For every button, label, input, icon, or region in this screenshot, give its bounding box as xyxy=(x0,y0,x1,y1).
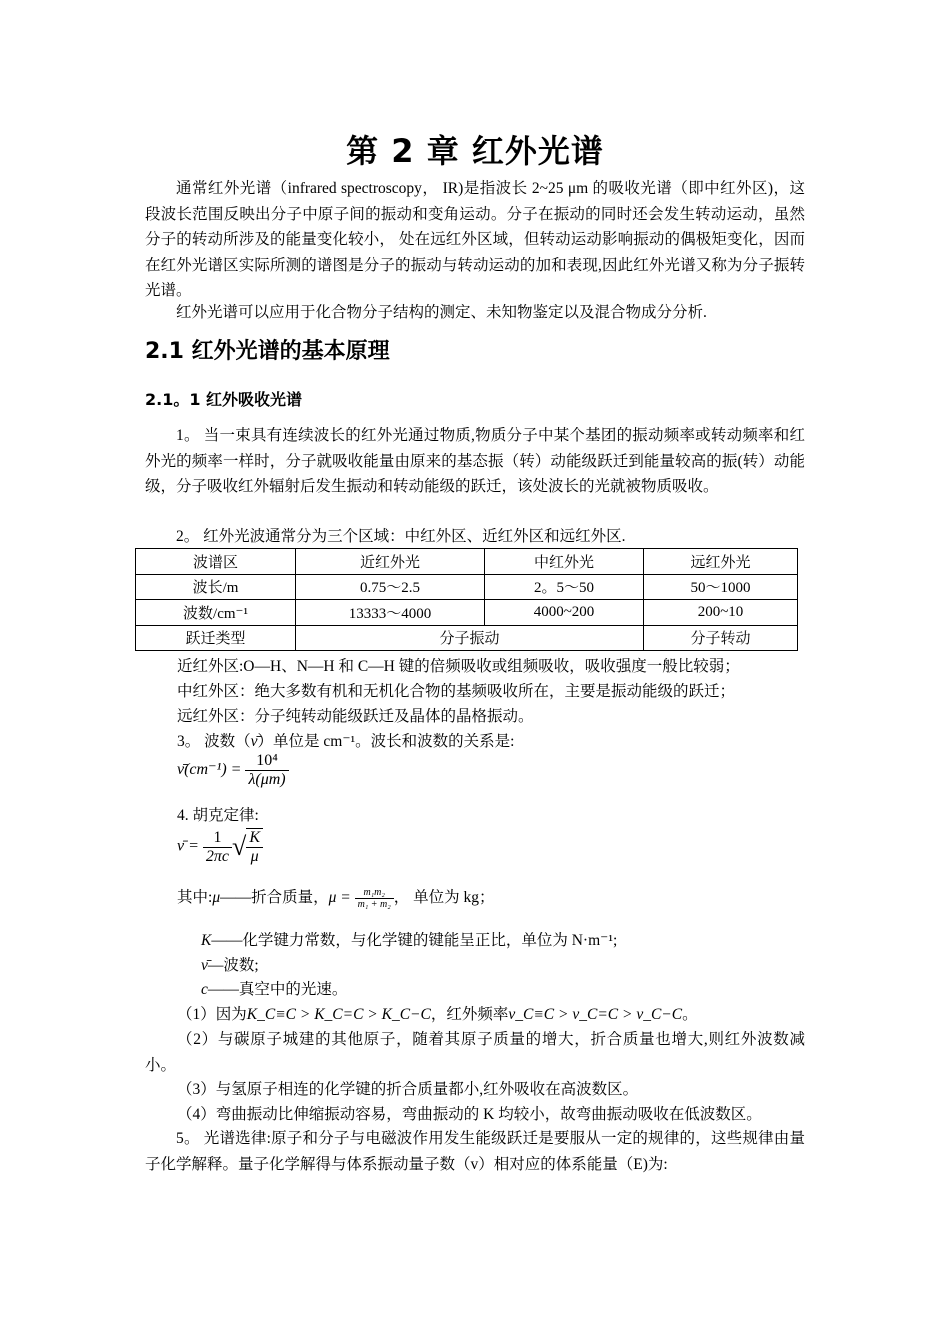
note-1-math: K_C≡C > K_C=C > K_C−C xyxy=(246,1006,431,1023)
region-near: 近红外区:O—H、N—H 和 C—H 键的倍频吸收或组频吸收，吸收强度一般比较弱； xyxy=(177,658,740,675)
table-cell: 近红外光 xyxy=(296,549,485,575)
item-2: 2。 红外光波通常分为三个区域：中红外区、近红外区和远红外区. xyxy=(176,528,626,545)
wavenumber-formula xyxy=(177,752,289,789)
table-cell: 分子振动 xyxy=(296,625,644,651)
note-1-math2: ν_C≡C > ν_C=C > ν_C−C xyxy=(508,1006,683,1023)
subsection-heading: 2.1。1 红外吸收光谱 xyxy=(145,390,303,409)
formula-denominator: λ(μm) xyxy=(248,771,286,788)
mu-text: ——折合质量， xyxy=(220,889,329,906)
sqrt-fraction xyxy=(246,828,263,866)
table-cell: 远红外光 xyxy=(644,549,798,575)
table-cell: 中红外光 xyxy=(485,549,644,575)
table-cell: 13333～4000 xyxy=(296,600,485,626)
hooke-label: 4. 胡克定律: xyxy=(177,807,259,824)
item-3-suffix: ）单位是 cm⁻¹。波长和波数的关系是: xyxy=(257,733,515,750)
intro-paragraph-1: 通常红外光谱（infrared spectroscopy， IR)是指波长 2~25 μm 的吸收光谱（即中红外区)，这段波长范围反映出分子中原子间的振动和变角运动。分子在振动的同时还会发生转动运动，虽然分子的转动所涉及的能量变化较小， 处在远红外区域，但转动运动影响振动的偶极矩变化，因而在红外光谱区实际所测的谱图是分子的振动与转动运动的加和表现,因此红外光谱又称为分子振转光谱。 xyxy=(145,180,805,299)
hooke-lhs: ν̄ = xyxy=(177,837,199,855)
item-3-prefix: 3。 波数（ xyxy=(177,733,251,750)
sqrt-numerator: K xyxy=(246,829,263,848)
intro-paragraph-2: 红外光谱可以应用于化合物分子结构的测定、未知物鉴定以及混合物成分分析. xyxy=(176,304,707,321)
note-1-prefix: （1）因为 xyxy=(177,1006,247,1023)
item-1: 1。 当一束具有连续波长的红外光通过物质,物质分子中某个基团的振动频率或转动频率和红外光的频率一样时，分子就吸收能量由原来的基态振（转）动能级跃迁到能量较高的振(转）动能级，分子吸收红外辐射后发生振动和转动能级的跃迁，该处波长的光就被物质吸收。 xyxy=(145,427,805,495)
c-text: ——真空中的光速。 xyxy=(207,981,348,998)
nu-text: —波数; xyxy=(207,957,259,974)
table-cell: 分子转动 xyxy=(644,625,798,651)
table-cell: 波谱区 xyxy=(136,549,296,575)
formula-numerator: 10⁴ xyxy=(245,752,288,771)
note-2: （2）与碳原子城建的其他原子，随着其原子质量的增大，折合质量也增大,则红外波数减小。 xyxy=(145,1031,805,1074)
table-cell: 波数/cm⁻¹ xyxy=(136,600,296,626)
hooke-fraction xyxy=(203,829,232,866)
table-row xyxy=(136,625,798,651)
k-definition xyxy=(201,928,617,950)
table-cell: 0.75～2.5 xyxy=(296,574,485,600)
nu-definition xyxy=(201,953,259,975)
table-cell: 2。5～50 xyxy=(485,574,644,600)
k-symbol: K xyxy=(201,932,212,949)
mu-eq: μ = xyxy=(328,889,351,906)
item-3 xyxy=(177,729,514,751)
table-row xyxy=(136,549,798,575)
formula-fraction xyxy=(245,752,288,789)
section-heading: 2.1 红外光谱的基本原理 xyxy=(145,339,390,364)
k-text: ——化学键力常数，与化学键的键能呈正比，单位为 N·m⁻¹; xyxy=(211,932,618,949)
mu-numerator: m₁m₂ xyxy=(355,887,394,899)
note-3: （3）与氢原子相连的化学键的折合质量都小,红外吸收在高波数区。 xyxy=(177,1081,639,1098)
table-cell: 波长/m xyxy=(136,574,296,600)
table-cell: 50～1000 xyxy=(644,574,798,600)
mu-prefix: 其中: xyxy=(177,889,213,906)
note-4: （4）弯曲振动比伸缩振动容易，弯曲振动的 K 均较小，故弯曲振动吸收在低波数区。 xyxy=(177,1106,762,1123)
hooke-formula xyxy=(177,828,263,866)
item-5: 5。 光谱选律:原子和分子与电磁波作用发生能级跃迁是要服从一定的规律的，这些规律由量子化学解释。量子化学解得与体系振动量子数（v）相对应的体系能量（E)为: xyxy=(145,1130,805,1173)
mu-definition xyxy=(177,885,495,910)
hooke-denominator: 2πc xyxy=(205,847,230,865)
mu-symbol: μ xyxy=(212,889,221,906)
sqrt-sign: √ xyxy=(232,832,247,861)
region-mid: 中红外区：绝大多数有机和无机化合物的基频吸收所在，主要是振动能级的跃迁； xyxy=(177,683,736,700)
table-cell: 4000~200 xyxy=(485,600,644,626)
ir-region-table xyxy=(135,548,798,651)
note-1-end: 。 xyxy=(682,1006,698,1023)
region-far: 远红外区：分子纯转动能级跃迁及晶体的晶格振动。 xyxy=(177,708,534,725)
mu-denominator: m₁ + m₂ xyxy=(357,898,391,910)
wavenumber-symbol: ν̄ xyxy=(250,733,258,750)
table-row xyxy=(136,574,798,600)
table-row xyxy=(136,600,798,626)
c-definition xyxy=(201,977,347,999)
table-cell: 跃迁类型 xyxy=(136,625,296,651)
chapter-title: 第 2 章 红外光谱 xyxy=(346,132,604,170)
formula-lhs: ν̄(cm⁻¹) = xyxy=(177,761,242,779)
table-cell: 200~10 xyxy=(644,600,798,626)
hooke-numerator: 1 xyxy=(203,829,232,848)
note-1 xyxy=(177,1002,698,1024)
mu-fraction xyxy=(355,887,394,910)
sqrt-denominator: μ xyxy=(250,848,259,865)
mu-unit: ， 单位为 kg； xyxy=(393,889,495,906)
note-1-mid: ，红外频率 xyxy=(430,1006,509,1023)
nu-symbol: ν̄ xyxy=(201,957,208,974)
c-symbol: c xyxy=(201,981,208,998)
